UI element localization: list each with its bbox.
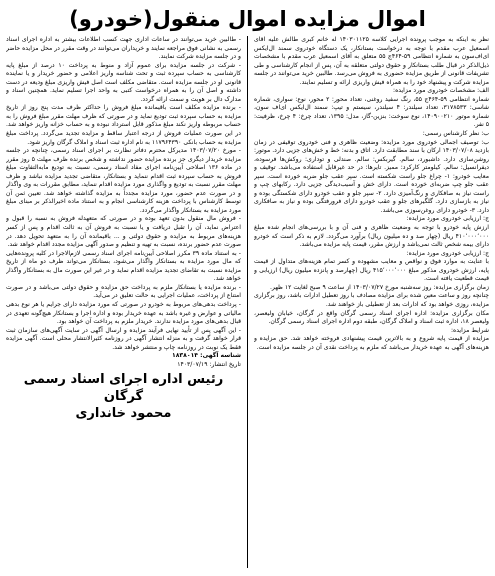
notice-paragraph: - این آگهی پس از تأیید نهایی فرآیند مزایده و ارسال آگهی در سایت آگهی‌های سازمان ثبت قرار خواهد گرفت و به منزله انتشار آگهی در روزنامه کثیرالانتشار محلی است. آگهی مزایده فقط یک نوبت در روزنامه چاپ و منتشر خواهد شد.	[6, 326, 241, 351]
notice-paragraph: شرایط مزایده:	[450, 326, 489, 334]
notice-title: اموال مزایده اموال منقول(خودرو)	[69, 7, 426, 31]
publish-date: تاریخ انتشار: ۱۴۰۳/۰۷/۱۹	[177, 360, 241, 368]
right-text-column	[254, 36, 489, 568]
notice-paragraph: - شرکت در جلسه مزایده برای عموم آزاد و منوط به پرداخت ۱۰ درصد از مبلغ پایه کارشناسی به حساب سپرده ثبت و تحت شناسه واریز اعلامی و حضور خریدار و یا نماینده قانونی او در جلسه مزایده است. متقاضی مکلف است اصل فیش واریزی مبلغ ودیعه در دست داشته و اصل آن را به همراه درخواست کتبی به واحد اجرا تسلیم نماید. همچنین اسناد و مدارک دال بر هویت و سمت ارائه گردد.	[6, 61, 241, 103]
notice-paragraph: - پرداخت بدهی‌های مربوط به خودرو در صورتی که مورد مزایده دارای جرایم یا هر نوع بدهی مالیاتی و عوارض و غیره باشد به عهده خریدار بوده و اداره اجرا و بستانکار هیچ‌گونه تعهدی در قبال بدهی‌های مورد مزایده ندارند. خریدار ملزم به پرداخت آن خواهد بود.	[6, 300, 241, 326]
column-divider	[247, 36, 248, 568]
notice-paragraph: - برنده مزایده مکلف است باقیمانده مبلغ فروش را حداکثر ظرف مدت پنج روز از تاریخ مزایده به حساب سپرده ثبت تودیع نماید و در صورتی که ظرف مهلت مقرر مبلغ فروش را به حساب مربوطه واریز نکند مبلغ مذکور قابل استرداد نبوده و به حساب خزانه واریز خواهد شد. در این صورت عملیات فروش از درجه اعتبار ساقط و مزایده تجدید می‌گردد. پرداخت مبلغ مزایده به حساب بانکی ۱۱۷۹۶۴۳۹۰ به نام اداره ثبت اسناد و املاک گرگان واریز شود.	[6, 104, 241, 146]
notice-paragraph: ارزش پایه خودرو با توجه به وضعیت ظاهری و فنی آن و با بررسی‌های انجام شده مبلغ ۴۱۰٬۰۰۰٬۰۰۰ ریال (چهار صد و ده میلیون ریال) برآورد می‌گردد. لازم به ذکر است که خودرو دارای بیمه شخص ثالث نمی‌باشد و ارزش مقرر، قیمت پایه مزایده می‌باشد.	[254, 224, 489, 249]
notice-paragraph: ج: ارزیابی خودروی مورد مزایده:	[406, 215, 489, 223]
notice-paragraph: - فروش مال منقول بدون تعهد بوده و در صورتی که متعهدله فروش به نسبه را قبول و اعتراض نماید، آن را تقبل دریافت و یا نسبت به فروش آن به ثالث اقدام و پس از کسر هزینه‌های مربوط به مزایده و حقوق دولتی و ... باقیمانده آن را به متعهد تحویل دهد. در صورت عدم حضور برنده، نسبت به تهیه و تنظیم و صدور آگهی مزایده مجدد اقدام خواهد شد.	[6, 215, 241, 249]
signatory-office: رئیس اداره اجرای اسناد رسمی گرگان	[23, 372, 224, 405]
notice-paragraph: - به استناد ماده ۳۹ مکرر اصلاحی آیین‌نامه اجرای اسناد رسمی لازم‌الاجرا در کلیه پرونده‌هایی که مال مورد مزایده به بستانکار واگذار می‌شود، بستانکار می‌تواند ظرف دو ماه از تاریخ مزایده نسبت به تقاضای تجدید مزایده اقدام نماید و در غیر این صورت مال به بستانکار واگذار خواهد شد.	[6, 249, 241, 283]
notice-paragraph: ب: نظر کارشناس رسمی:	[422, 130, 489, 138]
notice-paragraph: ج: ارزیابی خودروی مورد مزایده:	[406, 249, 489, 257]
left-paragraphs	[6, 36, 241, 352]
notice-paragraph: با عنایت به موارد فوق و نواقص و معایب مشهوده و کسر تمام هزینه‌های متداول از قیمت پایه، ارزش خودروی مذکور مبلغ ۴۱۵٬۰۰۰٬۰۰۰ ریال (چهارصد و پانزده میلیون ریال) ارزیابی و قیمت قطعیت یافته است.	[254, 258, 489, 283]
signature-block	[6, 371, 241, 422]
notice-columns	[6, 36, 489, 568]
ad-id: شناسه آگهی: ۱۸۳۸۰۱۴	[171, 352, 241, 360]
notice-paragraph: نظر به اینکه به موجب پرونده اجرایی کلاسه ۱۴۰۳۰۱۱۲۵ له خانم کبری طالش علیه آقای اسمعیل عرب مقدم با توجه به درخواست بستانکار، یک دستگاه خودروی سمند ال‌ایکس ای‌اف‌سون به شماره انتظامی ۵۹-۴۶۴ج ۵۵ متعلق به آقای اسمعیل عرب مقدم با مشخصات ذیل‌الذکر در قبال طلب بستانکار و حقوق دولتی متعلقه به آن، پس از انجام کارشناسی و طی تشریفات قانونی از طریق مزایده حضوری به فروش می‌رسد. طالبین خرید می‌توانند در جلسه مزایده شرکت و پیشنهاد خود را به همراه فیش واریزی ارائه و تسلیم نمایند.	[254, 36, 489, 86]
notice-paragraph: - برنده مزایده یا بستانکار ملزم به پرداخت حق مزایده و حقوق دولتی می‌باشد و در صورت امتناع از پرداخت، عملیات اجرایی به حالت تعلیق در می‌آید.	[6, 283, 241, 300]
notice-paragraph: الف: مشخصات خودروی مورد مزایده:	[393, 87, 489, 95]
notice-paragraph: - طالبین خرید می‌توانند در ساعات اداری جهت کسب اطلاعات بیشتر به اداره اجرای اسناد رسمی به نشانی فوق مراجعه نمایند و خریداران می‌توانند در وقت مقرر در محل مزایده حاضر و در جلسه مزایده شرکت نمایند.	[6, 36, 241, 61]
notice-paragraph: شماره انتظامی ۵۹-۴۶۴ج ۵۵، رنگ سفید روغنی، تعداد محور: ۲ محور، نوع: سواری، شماره شاسی: ۳۱۷۸۵۳۳، تعداد سیلندر: ۴ سیلندر، سیستم و تیپ: سمند ال‌ایکس ای‌اف سون، شماره موتور ۱۴۰۹۰۰۲۱۰، نوع سوخت: بنزین-گاز، مدل: ۱۳۹۵، تعداد چرخ: ۴ چرخ، ظرفیت: ۵ نفر.	[254, 95, 489, 129]
left-text-column	[6, 36, 241, 568]
notice-paragraph: ب: توصیف اجمالی خودروی مورد مزایده: وضعیت ظاهری و فنی خودروی توقیفی در زمان بازدید ۱۴۰۳/۰۷/۰۸ ارکان با سند مطابقت دارد. اتاق و بدنه: خط و خش‌های جزیی دارد. موتور: روشن‌سازی دارد. داشبورد، سالم. گیربکس: سالم. صندلی و توداری: روکش‌ها فرسوده، دیفرانسیل: سالم. کیلومتر کارکرد: ممیز. تایرها: در حد غیرقابل استفاده می‌باشد. توقیف و معایب خودرو: ۱- چراغ جلو راست شکسته است. سپر عقب جلو ضربه خورده است. سپر عقب جلو چپ ضربه‌ای خورده است. دارای خش و آسیب‌دیدگی جزیی دارد. رکابهای چپ و راست نیاز به صافکاری و رنگ‌آمیزی دارد. ۲- سپر جلو و عقب خودرو دارای شکستگی بوده و نیاز به بازسازی دارد. گلگیرهای جلو و عقب خودرو دارای فرورفتگی بوده و نیاز به صافکاری دارد. ۳- خودرو دارای روغن‌سوزی می‌باشد.	[254, 138, 489, 214]
notice-paragraph: مکان برگزاری مزایده: اداره اجرای اسناد رسمی گرگان واقع در گرگان، خیابان ولیعصر، ولیعصر ۱۸، اداره ثبت اسناد و املاک گرگان، طبقه دوم اداره اجرای اسناد رسمی گرگان.	[254, 309, 489, 326]
signatory-name: محمود خانداری	[75, 406, 172, 422]
notice-paragraph: - مورخ ۱۴۰۳/۰۷/۲۰ مدیرکل محترم دفاتر نظارت بر اجرای اسناد رسمی، چنانچه در جلسه مزایده خریدار دیگری جز برنده مزایده حضور نداشته و شخص برنده ظرف مهلت ۵ روز مقرر در ماده ۱۳۶ اصلاحی آیین‌نامه اجرای مفاد اسناد رسمی، نسبت به تودیع مابه‌التفاوت مبلغ فروش به حساب سپرده ثبت اقدام ننماید و بستانکار، متقاضی تجدید مزایده نباشد و ظرف مهلت مقرر نسبت به تودیع و واگذاری مورد مزایده اقدام ننماید، مطابق مقررات به وی واگذار و در صورت عدم حضور، مورد مزایده مجدداً به مزایده گذاشته خواهد شد. تعیین ثمن آن توسط کارشناس با پرداخت هزینه کارشناسی انجام و به استناد ماده اخیرالذکر بر مبنای مبلغ مورد مزایده به بستانکار واگذار می‌گردد.	[6, 147, 241, 214]
notice-paragraph: چنانچه روز و ساعت معین شده برای مزایده مصادف با روز تعطیل ادارات باشد، روز برگزاری مزایده، روزی خواهد بود که ادارات بعد از تعطیلی باز خواهند شد.	[254, 292, 489, 308]
notice-paragraph: زمان برگزاری مزایده: روز سه‌شنبه مورخ ۱۴۰۳/۰۷/۲۷ از ساعت ۹ صبح لغایت ۱۲ ظهر.	[269, 283, 489, 291]
notice-paragraph: مزایده از قیمت پایه شروع و به بالاترین قیمت پیشنهادی فروخته خواهد شد. حق مزایده و هزینه‌های آگهی به عهده خریدار می‌باشد که ملزم به پرداخت نقدی آن در جلسه مزایده است.	[254, 335, 489, 351]
